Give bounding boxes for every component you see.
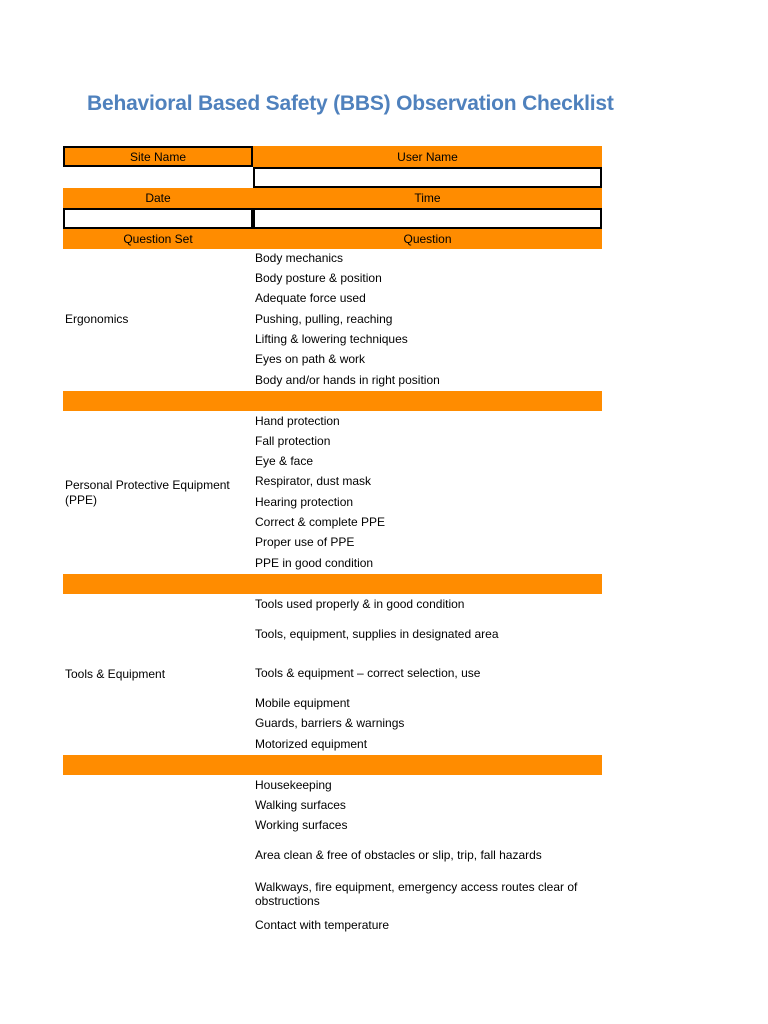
question-item: Correct & complete PPE — [255, 515, 386, 529]
question-item: Tools & equipment – correct selection, use — [255, 666, 481, 680]
section-separator — [63, 755, 602, 775]
section-label-ppe: Personal Protective Equipment (PPE) — [65, 478, 230, 507]
question-item: Body posture & position — [255, 271, 382, 285]
site-name-label: Site Name — [63, 146, 253, 167]
section-separator — [63, 574, 602, 594]
question-item: Guards, barriers & warnings — [255, 716, 405, 730]
section-label-tools-equipment: Tools & Equipment — [65, 667, 166, 681]
question-item: PPE in good condition — [255, 556, 374, 570]
question-item: Motorized equipment — [255, 737, 368, 751]
question-item: Body and/or hands in right position — [255, 373, 440, 387]
date-time-input-row — [63, 208, 602, 229]
user-name-label: User Name — [253, 146, 602, 167]
question-item: Proper use of PPE — [255, 535, 355, 549]
question-item: Area clean & free of obstacles or slip, trip, fall hazards — [255, 848, 542, 862]
question-item: Fall protection — [255, 434, 331, 448]
question-item: Mobile equipment — [255, 696, 350, 710]
section-separator — [63, 391, 602, 411]
question-item: Body mechanics — [255, 251, 344, 265]
question-item: Respirator, dust mask — [255, 474, 372, 488]
column-header-row — [63, 229, 602, 249]
page-title: Behavioral Based Safety (BBS) Observation Checklist — [87, 92, 614, 115]
question-header: Question — [253, 229, 602, 249]
question-item: Housekeeping — [255, 778, 332, 792]
user-name-field[interactable] — [253, 167, 602, 188]
site-user-header-row — [63, 146, 602, 167]
question-set-header: Question Set — [63, 229, 253, 249]
site-name-field[interactable] — [63, 167, 253, 188]
question-item: Eyes on path & work — [255, 352, 366, 366]
question-item: Adequate force used — [255, 291, 366, 305]
question-item: Tools, equipment, supplies in designated area — [255, 627, 499, 641]
question-item: Walking surfaces — [255, 798, 346, 812]
question-item: Walkways, fire equipment, emergency access routes clear of obstructions — [255, 880, 578, 908]
question-item: Pushing, pulling, reaching — [255, 312, 393, 326]
site-user-input-row — [63, 167, 602, 188]
question-item: Contact with temperature — [255, 918, 390, 932]
question-item: Lifting & lowering techniques — [255, 332, 408, 346]
date-field[interactable] — [63, 208, 253, 229]
time-field[interactable] — [253, 208, 602, 229]
date-label: Date — [63, 188, 253, 208]
date-time-header-row — [63, 188, 602, 208]
question-item: Hand protection — [255, 414, 340, 428]
question-item: Eye & face — [255, 454, 314, 468]
question-item: Working surfaces — [255, 818, 348, 832]
section-label-ergonomics: Ergonomics — [65, 312, 129, 326]
time-label: Time — [253, 188, 602, 208]
question-item: Tools used properly & in good condition — [255, 597, 465, 611]
question-item: Hearing protection — [255, 495, 354, 509]
